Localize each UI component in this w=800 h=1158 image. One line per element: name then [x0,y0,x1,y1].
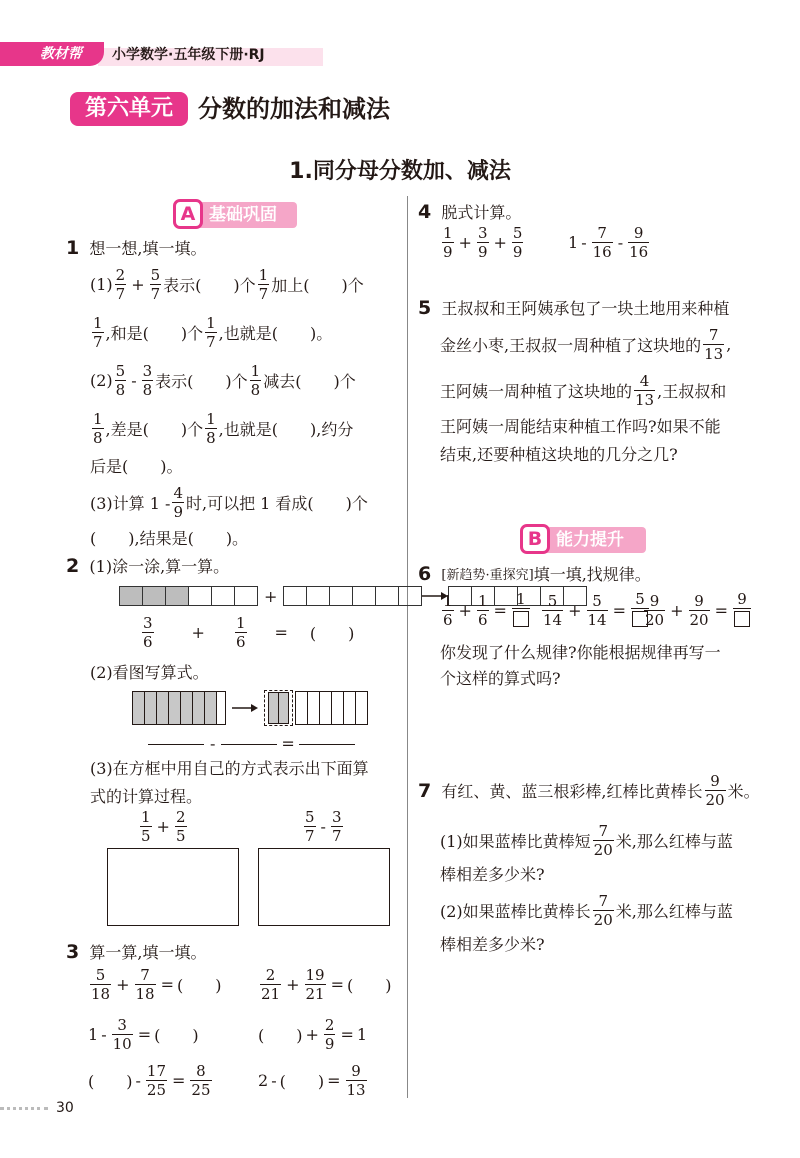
q2-expr-1: $\frac{1}{5}$ + $\frac{2}{5}$ [141,808,186,845]
numerator: 5 [150,266,161,284]
q7-part1-line1 [440,822,733,859]
book-title: 小学数学·五年级下册·RJ [112,47,265,63]
fraction [512,224,524,261]
q1-part1-line2 [90,314,332,351]
q5-line1 [418,296,729,319]
fraction [235,614,247,651]
q1-part2-line3 [90,454,183,477]
q5-text3: 王阿姨一周种植了这块地的 [440,382,633,401]
q4-expr-1: $\frac{1}{9}$ + $\frac{3}{9}$ + $\frac{5}{9}$ [443,224,523,261]
denominator: 8 [142,381,153,399]
q1-p1-text3: ,和是( )个 [105,324,204,343]
denominator: 25 [146,1081,166,1099]
numerator: 9 [649,592,660,610]
numerator: 5 [115,362,126,380]
q5-text1: 王叔叔和王阿姨承包了一块土地用来种植 [441,299,730,318]
section-b-title: 能力提升 [556,530,624,550]
numerator: 1 [235,614,246,632]
q2-title-line [66,554,229,577]
answer-line[interactable] [299,743,355,745]
answer-line[interactable] [148,743,204,745]
numerator: 2 [265,966,276,984]
fraction [258,266,270,303]
fraction [260,966,281,1003]
denominator: 10 [112,1035,132,1053]
numerator: 5 [512,224,523,242]
denominator: 6 [235,633,246,651]
fraction [250,362,262,399]
section-a-banner [175,202,297,228]
q2-part1: (1)涂一涂,算一算。 [89,557,230,576]
denominator: 7 [305,827,315,845]
denominator: 21 [261,985,281,1003]
plus-sign: + [264,586,278,606]
q1-p2-text3: ,差是( )个 [105,420,204,439]
numerator: 4 [173,484,183,502]
q7-p1-text: (1)如果蓝棒比黄棒短 [440,832,591,851]
section-a-title: 基础巩固 [209,205,277,225]
q1-p3-text3: ( ),结果是( )。 [90,529,249,548]
fraction-with-box[interactable]: 9 [733,590,751,631]
numerator: 1 [93,314,103,332]
fraction [115,266,127,303]
numerator: 9 [694,592,704,610]
fraction [92,410,104,447]
numerator: 1 [258,266,269,284]
denominator: 18 [91,985,111,1003]
q6-line2 [440,666,561,689]
fraction [172,484,184,521]
fraction [190,1062,211,1099]
answer-blank[interactable]: ( ) [279,1072,325,1091]
q3-one: 1 [88,1025,99,1044]
numerator: 3 [477,224,488,242]
fraction [140,808,152,845]
footer-dots [0,1107,48,1110]
fraction [115,362,127,399]
q6-tag: [新趋势·重探究] [441,568,534,583]
numerator: 17 [146,1062,166,1080]
fraction [305,966,326,1003]
q3-title: 算一算,填一填。 [89,943,207,962]
numerator: 8 [196,1062,206,1080]
drawing-box-2[interactable] [258,848,390,926]
denominator: 7 [206,333,216,351]
denominator: 20 [705,791,725,809]
q1-p3-text2: 时,可以把 1 看成( )个 [185,494,368,513]
q1-p2-text: 表示( )个 [155,372,248,391]
q2-part2-text: (2)看图写算式。 [90,663,209,682]
numerator: 2 [115,266,126,284]
grid-3-of-6 [119,586,258,606]
q7-part2-line1 [440,892,733,929]
q6-title: 填一填,找规律。 [533,565,651,584]
q2-equation-blanks [148,734,355,753]
q5-line3 [440,372,726,409]
answer-blank[interactable]: ( ) [258,1026,303,1045]
denominator: 13 [704,345,724,363]
numerator: 7 [597,224,607,242]
fraction [135,966,156,1003]
fraction [628,224,649,261]
q3-one: 1 [356,1025,368,1044]
q3-number: 3 [66,940,80,963]
denominator: 20 [645,611,665,629]
dashed-removed-part [264,690,293,726]
numerator: 1 [206,410,216,428]
fraction-with-box[interactable]: 1 [512,590,530,631]
q6-pattern-3: $\frac{9}{20}$ + $\frac{9}{20}$ = 9 [642,590,753,631]
q4-number: 4 [418,200,432,223]
fraction [477,592,489,629]
fraction [703,326,724,363]
denominator: 5 [141,827,151,845]
q2-number: 2 [66,554,80,577]
q7-part2-line2 [440,932,545,955]
drawing-box-1[interactable] [107,848,239,926]
unit-badge: 第六单元 [70,92,188,126]
answer-blank[interactable]: ( ) [88,1072,133,1091]
fraction [592,224,613,261]
fraction [175,808,187,845]
q6-line1 [440,640,721,663]
fraction [90,966,111,1003]
answer-blank[interactable]: ( ) [154,1026,199,1045]
numerator: 3 [142,362,153,380]
denominator: 13 [346,1081,366,1099]
q7-text1: 有红、黄、蓝三根彩棒,红棒比黄棒长 [441,782,703,801]
q2-expr-2: $\frac{5}{7}$ - $\frac{3}{7}$ [305,808,342,845]
q7-p2-text2: 米,那么红棒与蓝 [615,902,733,921]
q1-p2-label: (2) [90,371,113,390]
q3-item-5: ( ) - $\frac{17}{25}$ = $\frac{8}{25}$ [88,1062,211,1099]
header-tag: 教材帮 [0,42,104,66]
denominator: 9 [443,243,453,261]
q7-p1-text3: 棒相差多少米? [440,865,545,884]
denominator: 18 [135,985,155,1003]
numerator: 1 [141,808,151,826]
denominator: 9 [173,503,183,521]
q3-title-line [66,940,207,963]
fraction [593,822,614,859]
q5-line4 [440,414,721,437]
q1-title-line [66,236,207,259]
numerator: 7 [598,892,608,910]
denominator: 7 [150,285,161,303]
q7-unit: 米。 [727,782,760,801]
q5-number: 5 [418,296,432,319]
q2-part3-line1 [90,756,369,779]
numerator: 7 [140,966,150,984]
denominator: 5 [175,827,186,845]
answer-blank[interactable]: ( ) [347,976,392,995]
numerator: 3 [117,1016,127,1034]
denominator: 7 [93,333,103,351]
denominator: 9 [324,1035,335,1053]
numerator: 19 [305,966,325,984]
fraction [324,1016,336,1053]
fraction [644,592,665,629]
q2-part2 [90,660,209,683]
denominator: 8 [93,429,103,447]
fraction [112,1016,133,1053]
q3-item-3: 1 - $\frac{3}{10}$ = ( ) [88,1016,199,1053]
numerator: 3 [143,614,153,632]
numerator: 3 [331,808,342,826]
fraction [593,892,614,929]
q7-title-line [418,772,760,809]
q4-expr-2: 1 - $\frac{7}{16}$ - $\frac{9}{16}$ [568,224,649,261]
numerator: 5 [547,592,558,610]
q2-shading-equation [140,614,354,651]
numerator: 7 [598,822,608,840]
answer-blank[interactable]: ( ) [177,976,222,995]
answer-line[interactable] [221,743,277,745]
q1-p2-text4: ,也就是( ),约分 [218,420,354,439]
fraction [331,808,343,845]
q7-p2-text: (2)如果蓝棒比黄棒长 [440,902,591,921]
q5-text2: 金丝小枣,王叔叔一周种植了这块地的 [440,336,702,355]
q6-pattern-2: $\frac{5}{14}$ + $\frac{5}{14}$ = 5 [540,590,651,631]
denominator: 21 [305,985,325,1003]
fraction [146,1062,167,1099]
arrow-right-icon [230,702,260,714]
lesson-title: 1.同分母分数加、减法 [289,159,511,184]
denominator: 8 [250,381,261,399]
denominator: 25 [191,1081,211,1099]
q1-p1-text4: ,也就是( )。 [218,324,333,343]
numerator: 9 [633,224,644,242]
denominator: 6 [443,611,453,629]
denominator: 6 [143,633,153,651]
q3-item-1: $\frac{5}{18}$ + $\frac{7}{18}$ = ( ) [91,966,222,1003]
fraction [205,410,217,447]
denominator: 7 [115,285,126,303]
numerator: 2 [324,1016,335,1034]
q1-part3-line2 [90,526,248,549]
q1-p2-text2: 减去( )个 [263,372,356,391]
minus-sign: - [210,734,216,753]
q3-item-2: $\frac{2}{21}$ + $\frac{19}{21}$ = ( ) [261,966,392,1003]
numerator: 2 [175,808,186,826]
q5-text6: 结束,还要种植这块地的几分之几? [440,445,678,464]
q1-number: 1 [66,236,80,259]
q2-part3-line2 [90,784,202,807]
column-divider [407,196,408,1098]
q1-part3-line1 [90,484,368,521]
denominator: 9 [512,243,523,261]
denominator: 20 [593,841,613,859]
bar-remaining [295,691,368,725]
q5-line2: 金丝小枣,王叔叔一周种植了这块地的 $\frac{7}{13}$ , [440,326,732,363]
numerator: 1 [443,592,453,610]
q1-p1-label: (1) [90,275,113,294]
fraction [542,592,563,629]
fraction [705,772,726,809]
bar-seven-parts [132,691,226,725]
q7-p2-text3: 棒相差多少米? [440,935,545,954]
running-header [0,38,330,72]
numerator: 4 [639,372,650,390]
q5-line5 [440,442,678,465]
fraction [205,314,217,351]
q6-text1: 你发现了什么规律?你能根据规律再写一 [440,643,721,662]
denominator: 16 [629,243,649,261]
numerator: 1 [250,362,261,380]
q3-item-6: 2 - ( ) = $\frac{9}{13}$ [258,1062,366,1099]
fraction-with-box[interactable]: 5 [631,590,649,631]
fraction [150,266,162,303]
numerator: 1 [443,224,453,242]
numerator: 1 [93,410,103,428]
plus-sign: + [191,623,205,642]
grid-1-of-6 [283,586,422,606]
q1-p3-text: (3)计算 1 - [90,494,171,513]
q4-title-line [418,200,521,223]
q6-text2: 个这样的算式吗? [440,669,561,688]
q1-part2-line1: (2) $\frac{5}{8}$ - $\frac{3}{8}$ 表示( )个 $\frac{1}{8}$ 减去( )个 [90,362,356,399]
q7-p1-text2: 米,那么红棒与蓝 [615,832,733,851]
numerator: 9 [351,1062,361,1080]
unit-title: 分数的加法和减法 [198,95,390,123]
numerator: 9 [710,772,720,790]
denominator: 9 [477,243,488,261]
denominator: 14 [543,611,563,629]
fraction [634,372,655,409]
q5-text4: ,王叔叔和 [657,382,727,401]
q6-number: 6 [418,562,432,585]
q2-part3-text2: 式的计算过程。 [90,787,203,806]
denominator: 8 [115,381,126,399]
denominator: 7 [331,827,342,845]
q1-title: 想一想,填一填。 [89,239,207,258]
denominator: 8 [206,429,216,447]
denominator: 20 [689,611,709,629]
fraction [142,362,154,399]
fraction [142,614,154,651]
fraction [477,224,489,261]
q2-picture [132,690,368,726]
denominator: 7 [258,285,269,303]
denominator: 20 [593,911,613,929]
q1-p1-text2: 加上( )个 [271,276,364,295]
q3-item-4: ( ) + $\frac{2}{9}$ = 1 [258,1016,368,1053]
fraction [587,592,608,629]
q6-title-line [418,562,651,585]
denominator: 14 [587,611,607,629]
fraction [92,314,104,351]
q2-part3-text: (3)在方框中用自己的方式表示出下面算 [90,759,369,778]
q3-two: 2 [258,1071,269,1090]
section-a-letter: A [173,199,203,229]
answer-blank[interactable]: ( ) [309,624,355,643]
numerator: 5 [305,808,315,826]
fraction [689,592,710,629]
q1-p2-text5: 后是( )。 [90,457,183,476]
denominator: 13 [635,391,655,409]
numerator: 1 [206,314,216,332]
q1-p1-text: 表示( )个 [163,276,256,295]
numerator: 5 [592,592,602,610]
q7-number: 7 [418,779,432,802]
page-number: 30 [56,1100,74,1116]
numerator: 5 [95,966,106,984]
denominator: 16 [592,243,612,261]
q1-part1-line1: (1) $\frac{2}{7}$ + $\frac{5}{7}$ 表示( )个 $\frac{1}{7}$ 加上( )个 [90,266,364,303]
section-b-letter: B [520,524,550,554]
q6-pattern-1: $\frac{1}{6}$ + $\frac{1}{6}$ = 1 [440,590,532,631]
numerator: 1 [477,592,488,610]
q7-part1-line2 [440,862,545,885]
q5-text5: 王阿姨一周能结束种植工作吗?如果不能 [440,417,721,436]
equals-sign: = [274,623,288,642]
denominator: 6 [477,611,488,629]
fraction [442,224,454,261]
q4-title: 脱式计算。 [441,203,522,222]
q1-part2-line2 [90,410,353,447]
fraction [346,1062,367,1099]
fraction [304,808,316,845]
fraction [442,592,454,629]
numerator: 7 [708,326,719,344]
equals-sign: = [281,734,295,753]
q4-one: 1 [568,233,579,252]
section-b-banner [522,527,646,553]
